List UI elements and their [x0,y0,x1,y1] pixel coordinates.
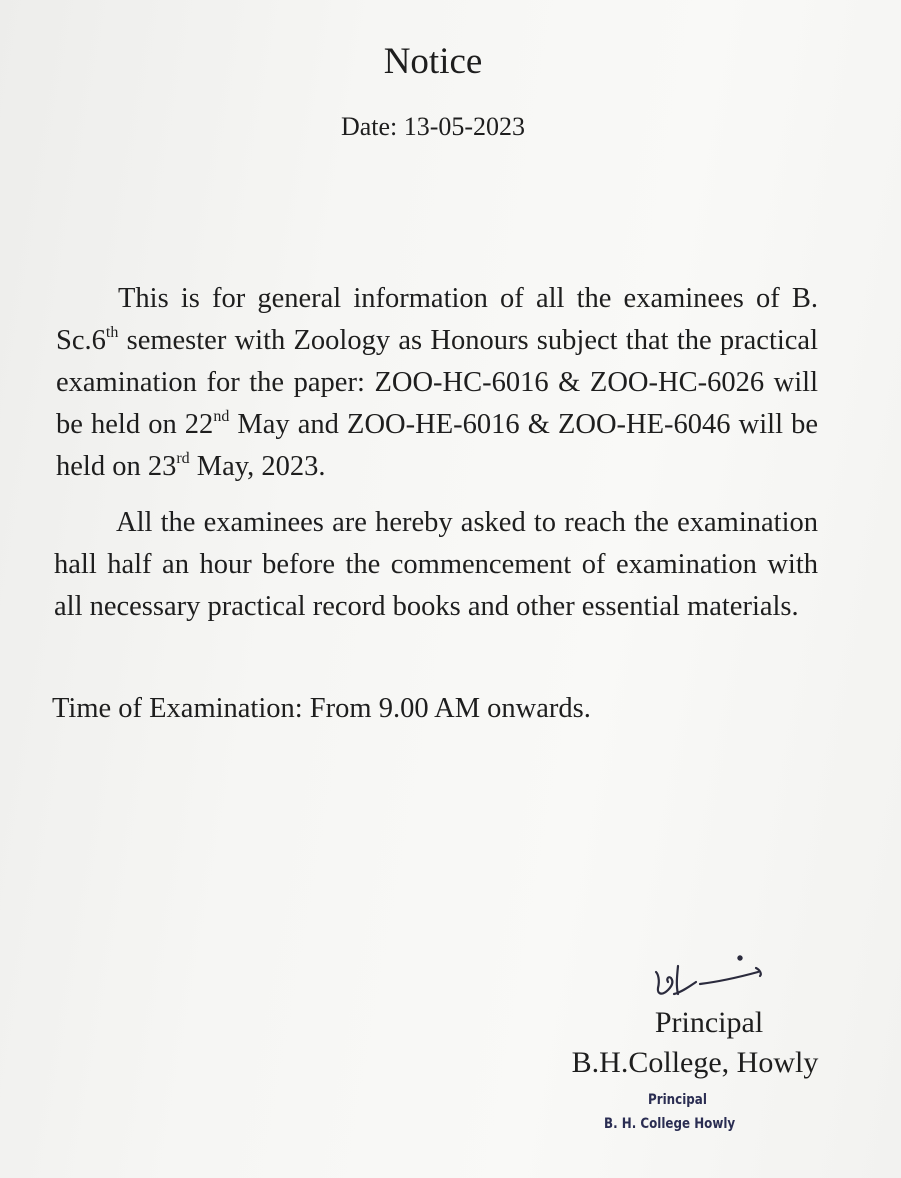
ordinal-suffix-nd: nd [213,408,230,425]
exam-time: Time of Examination: From 9.00 AM onwards. [52,693,591,724]
signatory-title: Principal [654,1006,764,1039]
paragraph-1-text-a: This is for general information of all the examinees of B. Sc.6 [56,283,818,356]
notice-date: Date: 13-05-2023 [340,112,526,141]
ordinal-suffix-rd: rd [176,450,190,467]
ordinal-suffix-th: th [105,324,119,341]
notice-paragraph-1 [56,278,818,488]
handwritten-signature [644,942,774,1012]
paragraph-1-text-d: May, 2023. [189,451,326,482]
stamp-college: B. H. College Howly [604,1116,736,1132]
notice-paragraph-2: All the examinees are hereby asked to reach the examination hall half an hour before the commencement of examination with all necessary practical record books and other essential materials. [54,507,818,622]
stamp-title: Principal [648,1092,707,1108]
notice-title: Notice [383,41,483,82]
signatory-institution: B.H.College, Howly [571,1046,819,1079]
paragraph-1-text-c: May and ZOO-HE-6016 & ZOO-HE-6046 will be held on 23 [56,409,818,482]
paragraph-1-text-b: semester with Zoology as Honours subject that the practical examination for the paper: ZOO-HC-6016 & ZOO-HC-6026 will be held on 22 [56,325,818,440]
